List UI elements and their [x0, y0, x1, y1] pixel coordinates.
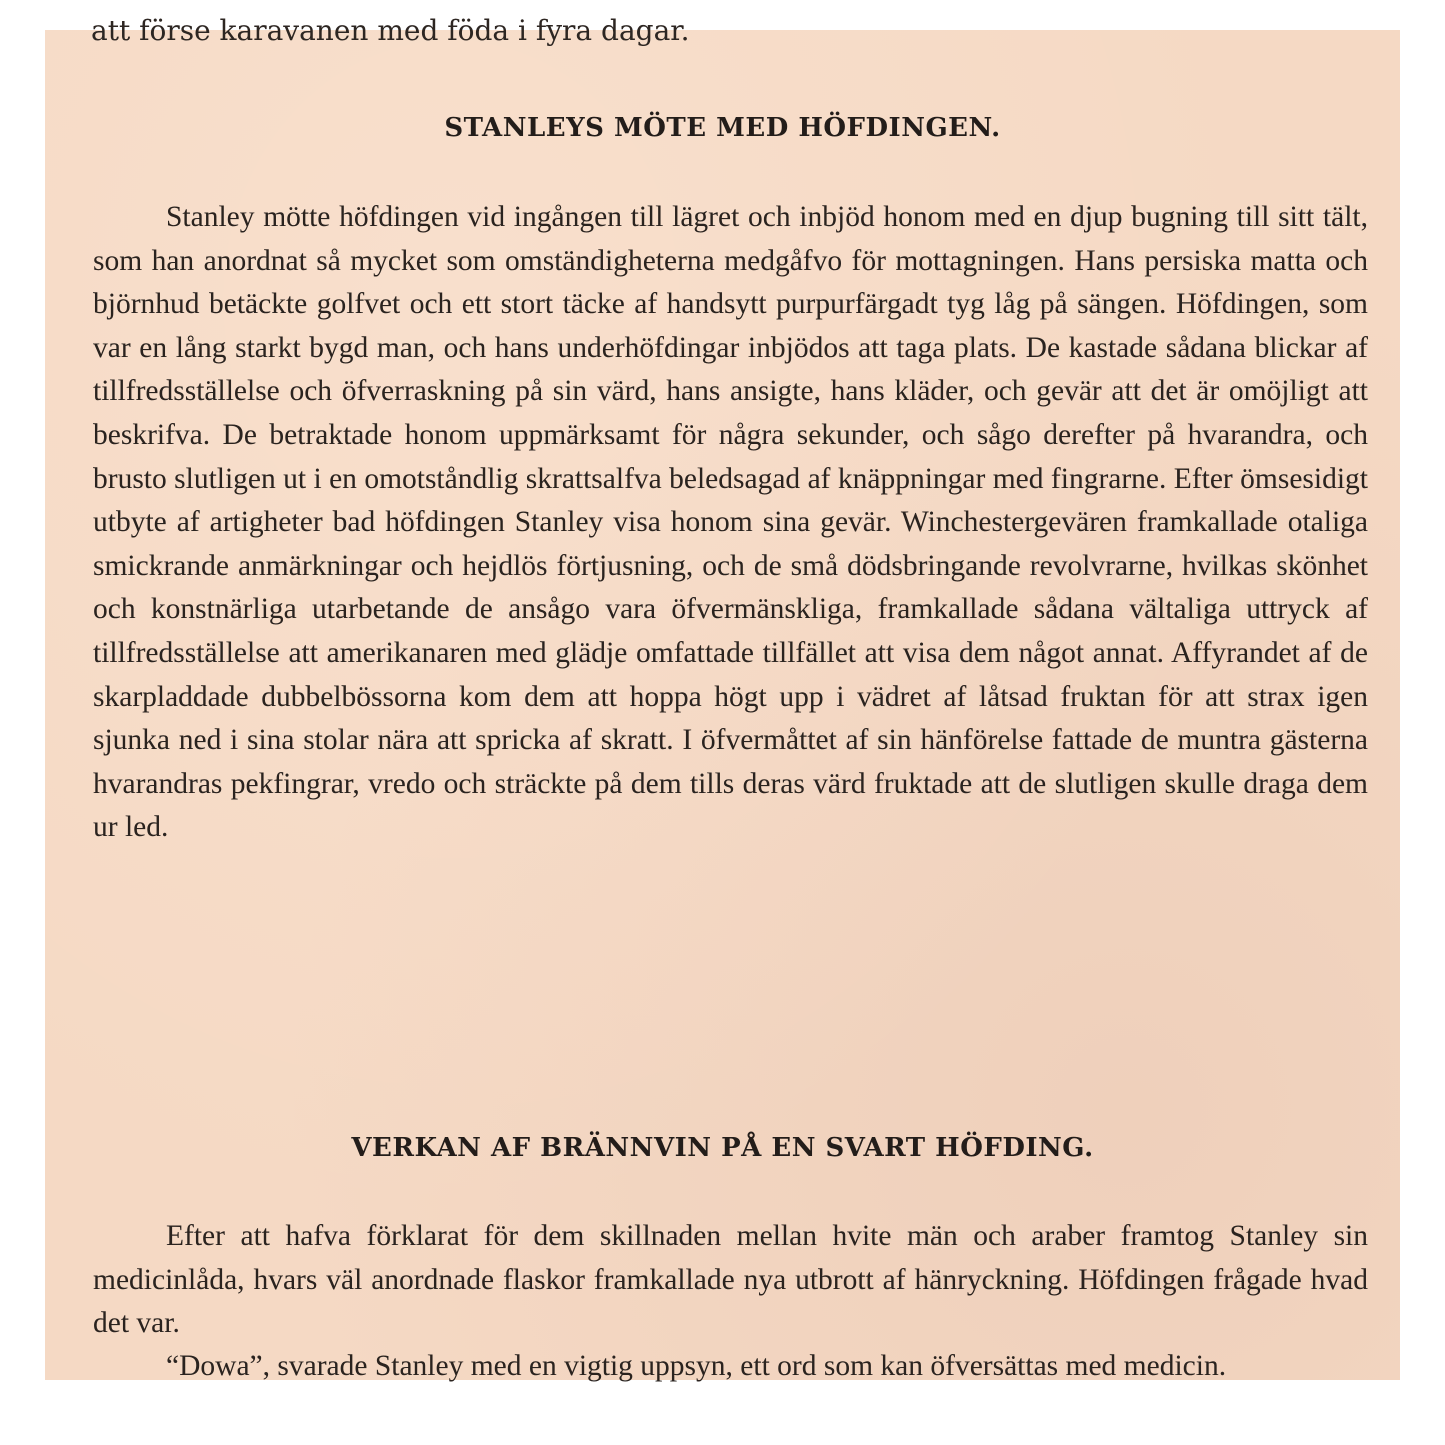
cut-off-top-line: att förse karavanen med föda i fyra dagar.: [91, 14, 690, 47]
section-paragraph-brannvin-1: Efter att hafva förklarat för dem skillnaden mellan hvite män och araber framtog Stanley sin medicinlåda, hvars väl anordnade flaskor framkallade nya utbrott af hänryckning. Höfdingen frågade hvad det var.: [93, 1220, 1368, 1340]
section-paragraph-brannvin-2: “Dowa”, svarade Stanley med en vigtig uppsyn, ett ord som kan öfversättas med medicin.: [166, 1350, 1227, 1382]
section-heading-brannvin: VERKAN AF BRÄNNVIN PÅ EN SVART HÖFDING.: [351, 1133, 1094, 1163]
section-heading-stanley-meeting: STANLEYS MÖTE MED HÖFDINGEN.: [444, 113, 1001, 143]
document-page: [45, 14, 1400, 1382]
section-paragraph-stanley-meeting: Stanley mötte höfdingen vid ingången till lägret och inbjöd honom med en djup bugning till sitt tält, som han anordnat så mycket som omständigheterna medgåfvo för mottagningen. Hans persiska matta och björnhud betäckte golfvet och ett stort täcke af handsytt purpurfärgadt tyg låg på sängen. Höfdingen, som var en lång starkt bygd man, och hans underhöfdingar inbjödos att taga plats. De kastade sådana blickar af tillfredsställelse och öfverraskning på sin värd, hans ansigte, hans kläder, och gevär att det är omöjligt att beskrifva. De betraktade honom uppmärksamt för några sekunder, och sågo derefter på hvarandra, och brusto slutligen ut i en omotståndlig skrattsalfva beledsagad af knäppningar med fingrarne. Efter ömsesidigt utbyte af artigheter bad höfdingen Stanley visa honom sina gevär. Winchestergevären framkallade otaliga smickrande anmärkningar och hejdlös förtjusning, och de små dödsbringande revolvrarne, hvilkas skönhet och konstnärliga utarbetande de ansågo vara öfvermänskliga, framkallade sådana vältaliga uttryck af tillfredsställelse att amerikanaren med glädje omfattade tillfället att visa dem något annat. Affyrandet af de skarpladdade dubbelbössorna kom dem att hoppa högt upp i vädret af låtsad fruktan för att strax igen sjunka ned i sina stolar nära att spricka af skratt. I öfvermåttet af sin hänförelse fattade de muntra gästerna hvarandras pekfingrar, vredo och sträckte på dem tills deras värd fruktade att de slutligen skulle draga dem ur led.: [93, 201, 1368, 844]
